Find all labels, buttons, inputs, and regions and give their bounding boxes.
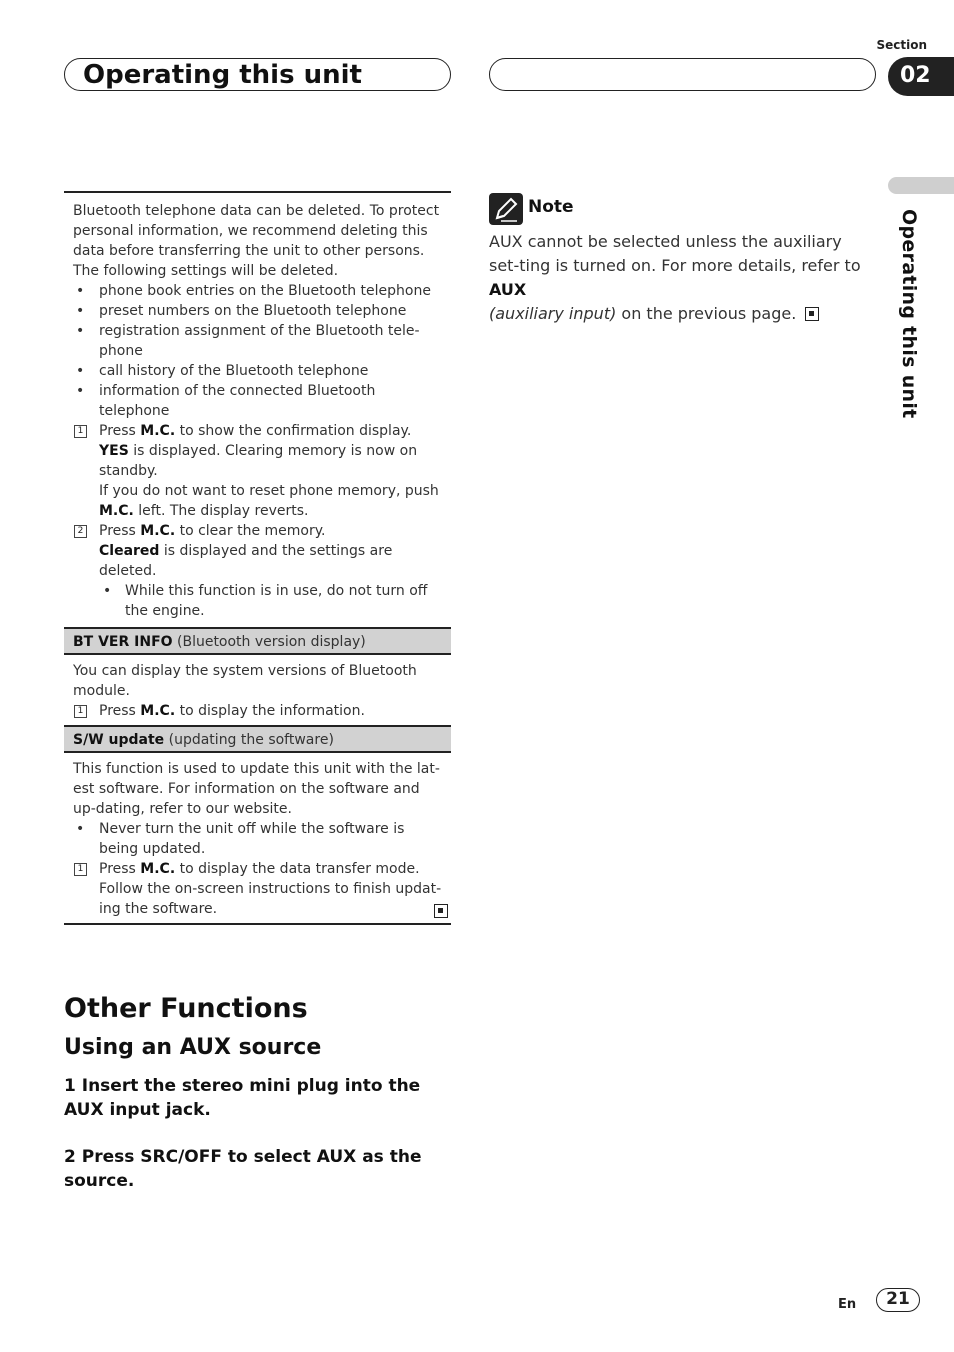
step-text: to show the confirmation display.	[175, 423, 412, 439]
list-item: • call history of the Bluetooth telephone	[73, 361, 442, 381]
list-item: • Never turn the unit off while the software is being updated.	[73, 819, 442, 859]
step-number: 1	[74, 705, 87, 718]
key-label: Cleared	[99, 543, 160, 559]
page-number: 21	[876, 1288, 920, 1312]
list-item: • phone book entries on the Bluetooth telephone	[73, 281, 442, 301]
end-mark-icon	[805, 307, 819, 321]
header-title-pill	[64, 58, 451, 91]
list-item: • While this function is in use, do not turn off the engine.	[99, 581, 442, 621]
step-text: is displayed. Clearing memory is now on standby.	[99, 443, 418, 479]
key-label: M.C.	[140, 523, 176, 539]
step-text: Press	[99, 703, 141, 719]
side-tab	[888, 177, 954, 194]
step-text: to display the information.	[175, 703, 365, 719]
step-text: If you do not want to reset phone memory, push	[99, 483, 439, 499]
note-title: Note	[528, 197, 574, 217]
setting-label: BT VER INFO	[73, 634, 173, 650]
key-label: M.C.	[99, 503, 134, 519]
note-text-bold: AUX	[489, 280, 527, 299]
end-mark-icon	[434, 904, 448, 918]
section-number: 02	[900, 63, 931, 88]
step-1	[73, 859, 442, 919]
step-text: Press	[99, 523, 141, 539]
step-text: left. The display reverts.	[133, 503, 309, 519]
bt-ver-info-header	[64, 627, 451, 655]
step-2	[73, 521, 442, 621]
step-number: 2	[74, 525, 87, 538]
instruction-step-1: 1 Insert the stereo mini plug into the AUX input jack.	[64, 1076, 421, 1120]
list-item: • preset numbers on the Bluetooth telephone	[73, 301, 442, 321]
note-text-part: AUX cannot be selected unless the auxiliary set-ting is turned on. For more details, refer to	[489, 232, 861, 275]
step-1	[73, 701, 442, 721]
section-heading: Other Functions	[64, 993, 308, 1024]
step-number: 1	[74, 863, 87, 876]
settings-box	[64, 191, 451, 925]
sw-update-header	[64, 725, 451, 753]
side-section-label: Operating this unit	[898, 209, 920, 419]
header-right-pill	[489, 58, 876, 91]
section-label: Section	[876, 38, 927, 52]
setting-desc: (updating the software)	[164, 732, 334, 748]
setting-desc: (Bluetooth version display)	[172, 634, 366, 650]
step-text: Press	[99, 861, 141, 877]
list-item: • information of the connected Bluetooth telephone	[73, 381, 442, 421]
divider	[64, 923, 451, 925]
page-title: Operating this unit	[83, 60, 362, 90]
step-text: Follow the on-screen instructions to finish updat-ing the software.	[99, 881, 442, 917]
key-label: YES	[99, 443, 129, 459]
setting-label: S/W update	[73, 732, 165, 748]
instruction-step-2: 2 Press SRC/OFF to select AUX as the source.	[64, 1147, 422, 1191]
note-text-italic: (auxiliary input)	[489, 304, 617, 323]
step-1	[73, 421, 442, 521]
step-number: 1	[74, 425, 87, 438]
intro-text: Bluetooth telephone data can be deleted. To protect personal information, we recommend deleting this data before transferring the unit to other persons. The following settings will be deleted.	[73, 203, 440, 279]
bt-ver-body: You can display the system versions of Bluetooth module.	[73, 663, 417, 699]
step-text: is displayed and the settings are deleted.	[99, 543, 393, 579]
key-label: M.C.	[140, 703, 176, 719]
section-badge	[888, 57, 954, 96]
step-text: to clear the memory.	[175, 523, 326, 539]
footer-language: En	[838, 1297, 857, 1312]
step-text: to display the data transfer mode.	[175, 861, 420, 877]
subsection-heading: Using an AUX source	[64, 1035, 322, 1060]
key-label: M.C.	[140, 861, 176, 877]
step-text: Press	[99, 423, 141, 439]
note-text-part: on the previous page.	[616, 304, 797, 323]
list-item: • registration assignment of the Bluetooth tele-phone	[73, 321, 442, 361]
note-pencil-icon	[489, 193, 523, 225]
note-text	[489, 230, 869, 326]
sw-update-body: This function is used to update this unit with the lat-est software. For information on the software and up-dating, refer to our website.	[73, 761, 440, 817]
key-label: M.C.	[140, 423, 176, 439]
